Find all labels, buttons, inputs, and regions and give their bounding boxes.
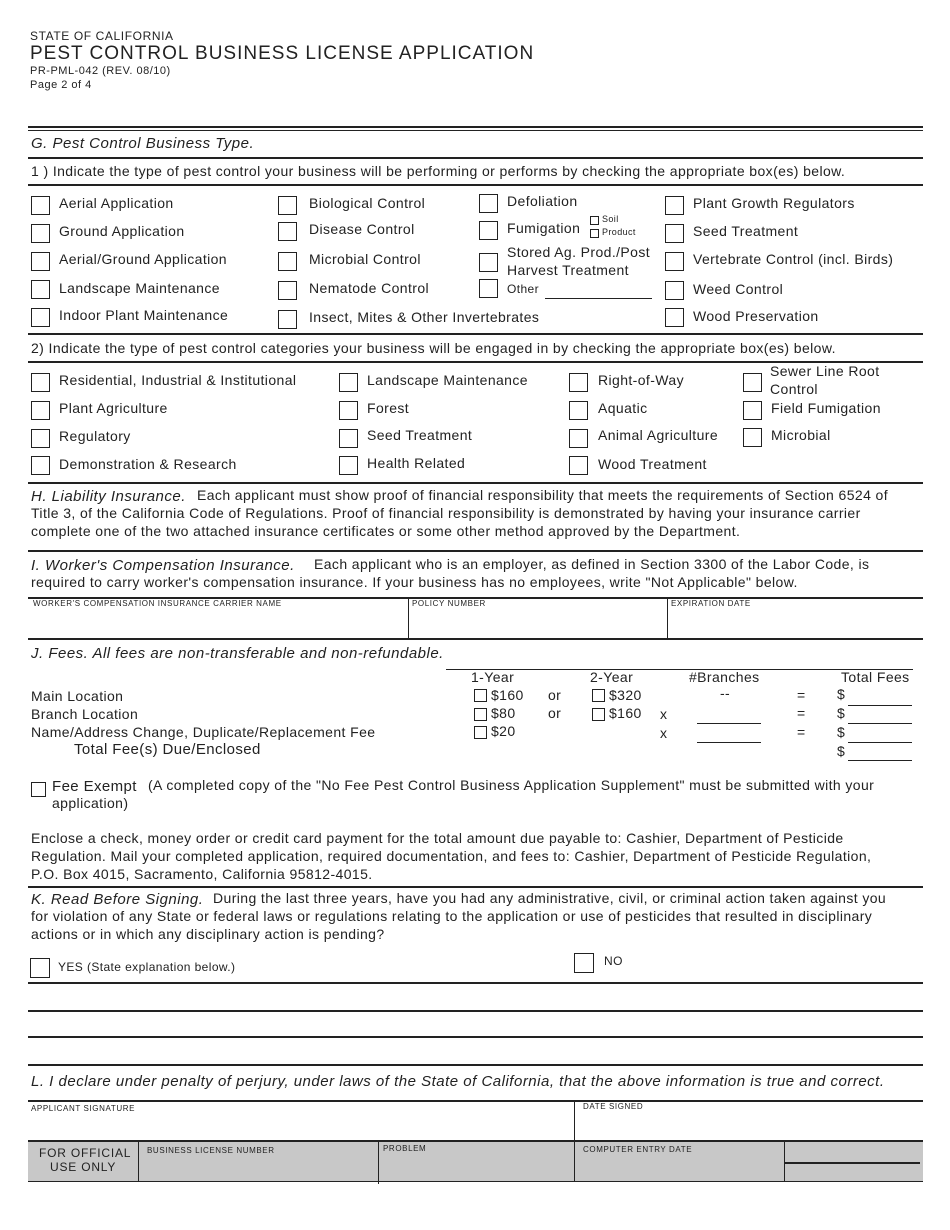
fee-main-2year: $320: [609, 687, 642, 703]
checkbox-main-2year[interactable]: [592, 689, 605, 702]
checkbox-fumigation-product[interactable]: [590, 229, 599, 238]
carrier-name-field[interactable]: [28, 599, 408, 638]
label-other: Other: [507, 282, 540, 296]
checkbox-plant-growth-regulators[interactable]: [665, 196, 684, 215]
label-field-fumigation: Field Fumigation: [771, 400, 881, 416]
section-k-title: K. Read Before Signing.: [31, 891, 204, 908]
section-h-line1: Each applicant must show proof of financial responsibility that meets the requirements of Section 6524 of: [197, 487, 889, 503]
label-cat-landscape: Landscape Maintenance: [367, 372, 528, 388]
section-h-title: H. Liability Insurance.: [31, 488, 186, 505]
label-yes: YES (State explanation below.): [58, 960, 236, 974]
label-forest: Forest: [367, 400, 410, 416]
label-ground-application: Ground Application: [59, 223, 185, 239]
checkbox-fumigation[interactable]: [479, 221, 498, 240]
label-aerial-application: Aerial Application: [59, 195, 174, 211]
expiration-date-field[interactable]: [668, 599, 923, 638]
section-h-line2: Title 3, of the California Code of Regulations. Proof of financial responsibility is demonstrated by having your insurance carrier: [31, 505, 861, 521]
label-seed-treatment: Seed Treatment: [693, 223, 799, 239]
dollar-sign: $: [837, 724, 846, 740]
divider: [28, 157, 923, 159]
label-regulatory: Regulatory: [59, 428, 131, 444]
checkbox-wood-treatment[interactable]: [569, 456, 588, 475]
checkbox-right-of-way[interactable]: [569, 373, 588, 392]
divider: [378, 1142, 379, 1184]
checkbox-aerial-ground-application[interactable]: [31, 252, 50, 271]
dollar-sign: $: [837, 686, 846, 702]
dollar-sign: $: [837, 705, 846, 721]
checkbox-residential[interactable]: [31, 373, 50, 392]
checkbox-name-change-1year[interactable]: [474, 726, 487, 739]
divider: [28, 886, 923, 888]
checkbox-nematode-control[interactable]: [278, 281, 297, 300]
label-health-related: Health Related: [367, 455, 466, 471]
checkbox-cat-seed-treatment[interactable]: [339, 429, 358, 448]
entry-date-label: COMPUTER ENTRY DATE: [583, 1145, 693, 1154]
checkbox-ground-application[interactable]: [31, 224, 50, 243]
row-branch-location: Branch Location: [31, 706, 139, 722]
or-label: or: [548, 705, 562, 721]
divider: [574, 1142, 575, 1182]
label-right-of-way: Right-of-Way: [598, 372, 684, 388]
section-g-q1: 1 ) Indicate the type of pest control your business will be performing or performs by checking the appropriate box(es) below.: [31, 163, 846, 179]
row-total-due: Total Fee(s) Due/Enclosed: [74, 741, 261, 758]
state-label: STATE OF CALIFORNIA: [30, 29, 174, 43]
policy-number-field[interactable]: [409, 599, 667, 638]
divider: [785, 1162, 920, 1164]
equals-sign: =: [797, 687, 806, 703]
times-sign: x: [660, 706, 668, 722]
label-weed-control: Weed Control: [693, 281, 784, 297]
section-h-line3: complete one of the two attached insurance certificates or some other method approved by the Department.: [31, 523, 741, 539]
label-stored-ag-1: Stored Ag. Prod./Post: [507, 244, 651, 260]
checkbox-animal-agriculture[interactable]: [569, 429, 588, 448]
checkbox-cat-landscape[interactable]: [339, 373, 358, 392]
checkbox-disease-control[interactable]: [278, 222, 297, 241]
divider: [28, 550, 923, 552]
checkbox-field-fumigation[interactable]: [743, 401, 762, 420]
row-name-change: Name/Address Change, Duplicate/Replacement Fee: [31, 724, 376, 740]
row-main-location: Main Location: [31, 688, 124, 704]
checkbox-no[interactable]: [574, 953, 594, 973]
label-aerial-ground-application: Aerial/Ground Application: [59, 251, 227, 267]
label-sewer-line-2: Control: [770, 381, 818, 397]
equals-sign: =: [797, 705, 806, 721]
times-sign: x: [660, 725, 668, 741]
divider: [28, 1181, 923, 1182]
checkbox-sewer-line[interactable]: [743, 373, 762, 392]
checkbox-fumigation-soil[interactable]: [590, 216, 599, 225]
checkbox-forest[interactable]: [339, 401, 358, 420]
label-nematode-control: Nematode Control: [309, 280, 430, 296]
checkbox-aerial-application[interactable]: [31, 196, 50, 215]
label-aquatic: Aquatic: [598, 400, 648, 416]
label-sewer-line-1: Sewer Line Root: [770, 363, 880, 379]
checkbox-indoor-plant-maintenance[interactable]: [31, 308, 50, 327]
name-change-count-field[interactable]: [697, 742, 761, 743]
col-branches: #Branches: [689, 669, 760, 685]
form-number: PR-PML-042 (REV. 08/10): [30, 65, 171, 77]
policy-number-label: POLICY NUMBER: [412, 599, 486, 608]
branches-none: --: [720, 685, 731, 701]
checkbox-seed-treatment[interactable]: [665, 224, 684, 243]
divider: [28, 126, 923, 128]
fee-exempt-note-1: (A completed copy of the "No Fee Pest Control Business Application Supplement" must be submitted with your: [148, 777, 875, 793]
checkbox-microbial-control[interactable]: [278, 252, 297, 271]
official-label-2: USE ONLY: [50, 1160, 117, 1174]
fee-branch-2year: $160: [609, 705, 642, 721]
checkbox-vertebrate-control[interactable]: [665, 252, 684, 271]
fee-name-change: $20: [491, 723, 516, 739]
dollar-sign: $: [837, 743, 846, 759]
label-demonstration: Demonstration & Research: [59, 456, 237, 472]
signature-label: APPLICANT SIGNATURE: [31, 1104, 136, 1113]
explanation-line-3[interactable]: [28, 1036, 923, 1038]
label-plant-agriculture: Plant Agriculture: [59, 400, 168, 416]
checkbox-demonstration[interactable]: [31, 456, 50, 475]
form-title: PEST CONTROL BUSINESS LICENSE APPLICATION: [30, 43, 535, 64]
checkbox-plant-agriculture[interactable]: [31, 401, 50, 420]
license-number-label: BUSINESS LICENSE NUMBER: [147, 1146, 275, 1155]
fee-exempt-note-2: application): [52, 795, 129, 811]
label-stored-ag-2: Harvest Treatment: [507, 262, 629, 278]
fee-exempt-label: Fee Exempt: [52, 778, 137, 795]
enclose-line-1: Enclose a check, money order or credit card payment for the total amount due payable to: Cashier, Department of Pesticide: [31, 830, 844, 846]
page-number: Page 2 of 4: [30, 79, 92, 91]
section-k-line2: for violation of any State or federal laws or regulations relating to the application or use of pesticides that resulted in disciplinary: [31, 908, 873, 924]
label-fumigation-soil: Soil: [602, 214, 619, 224]
equals-sign: =: [797, 724, 806, 740]
label-animal-agriculture: Animal Agriculture: [598, 427, 719, 443]
label-microbial: Microbial: [771, 427, 831, 443]
enclose-line-3: P.O. Box 4015, Sacramento, California 95812-4015.: [31, 866, 373, 882]
label-fumigation-product: Product: [602, 227, 636, 237]
label-wood-preservation: Wood Preservation: [693, 308, 819, 324]
or-label: or: [548, 687, 562, 703]
checkbox-other[interactable]: [479, 279, 498, 298]
label-cat-seed-treatment: Seed Treatment: [367, 427, 473, 443]
fee-branch-1year: $80: [491, 705, 516, 721]
checkbox-defoliation[interactable]: [479, 194, 498, 213]
col-1year: 1-Year: [471, 669, 515, 685]
total-due-field[interactable]: [848, 760, 912, 761]
checkbox-insect-mites[interactable]: [278, 310, 297, 329]
label-residential: Residential, Industrial & Institutional: [59, 372, 297, 388]
label-landscape-maintenance: Landscape Maintenance: [59, 280, 220, 296]
checkbox-biological-control[interactable]: [278, 196, 297, 215]
expiration-date-label: EXPIRATION DATE: [671, 599, 751, 608]
col-total: Total Fees: [841, 669, 910, 685]
applicant-signature-field[interactable]: [28, 1102, 574, 1140]
carrier-name-label: WORKER'S COMPENSATION INSURANCE CARRIER NAME: [33, 599, 282, 608]
explanation-line-1[interactable]: [28, 982, 923, 984]
date-signed-label: DATE SIGNED: [583, 1102, 644, 1111]
checkbox-landscape-maintenance[interactable]: [31, 280, 50, 299]
date-signed-field[interactable]: [575, 1102, 923, 1140]
total-name-change-field[interactable]: [848, 742, 912, 743]
divider: [28, 184, 923, 186]
problem-label: PROBLEM: [383, 1144, 427, 1153]
section-i-title: I. Worker's Compensation Insurance.: [31, 557, 295, 574]
total-main-field[interactable]: [848, 705, 912, 706]
official-label-1: FOR OFFICIAL: [39, 1146, 132, 1160]
col-2year: 2-Year: [590, 669, 634, 685]
divider: [28, 638, 923, 640]
fee-main-1year: $160: [491, 687, 524, 703]
checkbox-yes[interactable]: [30, 958, 50, 978]
total-branch-field[interactable]: [848, 723, 912, 724]
label-indoor-plant-maintenance: Indoor Plant Maintenance: [59, 307, 229, 323]
checkbox-wood-preservation[interactable]: [665, 308, 684, 327]
divider: [28, 333, 923, 335]
label-vertebrate-control: Vertebrate Control (incl. Birds): [693, 251, 894, 267]
checkbox-weed-control[interactable]: [665, 281, 684, 300]
label-insect-mites: Insect, Mites & Other Invertebrates: [309, 309, 540, 325]
divider: [28, 130, 923, 131]
label-disease-control: Disease Control: [309, 221, 415, 237]
section-l-title: L. I declare under penalty of perjury, under laws of the State of California, that the above information is true and correct.: [31, 1073, 885, 1090]
divider: [138, 1142, 139, 1182]
checkbox-stored-ag[interactable]: [479, 253, 498, 272]
checkbox-health-related[interactable]: [339, 456, 358, 475]
checkbox-fee-exempt[interactable]: [31, 782, 46, 797]
section-g-q2: 2) Indicate the type of pest control categories your business will be engaged in by checking the appropriate box(es) below.: [31, 340, 836, 356]
label-plant-growth-regulators: Plant Growth Regulators: [693, 195, 855, 211]
section-j-title: J. Fees. All fees are non-transferable and non-refundable.: [31, 645, 444, 662]
checkbox-branch-2year[interactable]: [592, 708, 605, 721]
section-k-line3: actions or in which any disciplinary action is pending?: [31, 926, 385, 942]
checkbox-aquatic[interactable]: [569, 401, 588, 420]
checkbox-branch-1year[interactable]: [474, 708, 487, 721]
label-biological-control: Biological Control: [309, 195, 426, 211]
divider: [28, 482, 923, 484]
section-i-line2: required to carry worker's compensation insurance. If your business has no employees, write "Not Applicable" below.: [31, 574, 798, 590]
branches-count-field[interactable]: [697, 723, 761, 724]
explanation-line-2[interactable]: [28, 1010, 923, 1012]
label-wood-treatment: Wood Treatment: [598, 456, 707, 472]
checkbox-microbial[interactable]: [743, 428, 762, 447]
label-microbial-control: Microbial Control: [309, 251, 421, 267]
section-g-title: G. Pest Control Business Type.: [31, 135, 255, 152]
label-fumigation: Fumigation: [507, 220, 581, 236]
enclose-line-2: Regulation. Mail your completed application, required documentation, and fees to: Cashier, Department of Pesticide Regulation,: [31, 848, 872, 864]
checkbox-main-1year[interactable]: [474, 689, 487, 702]
divider: [28, 1064, 923, 1066]
label-defoliation: Defoliation: [507, 193, 578, 209]
section-i-line1: Each applicant who is an employer, as defined in Section 3300 of the Labor Code, is: [314, 556, 870, 572]
checkbox-regulatory[interactable]: [31, 429, 50, 448]
label-no: NO: [604, 954, 623, 968]
section-k-line1: During the last three years, have you had any administrative, civil, or criminal action taken against you: [213, 890, 887, 906]
other-input-line[interactable]: [545, 298, 652, 299]
